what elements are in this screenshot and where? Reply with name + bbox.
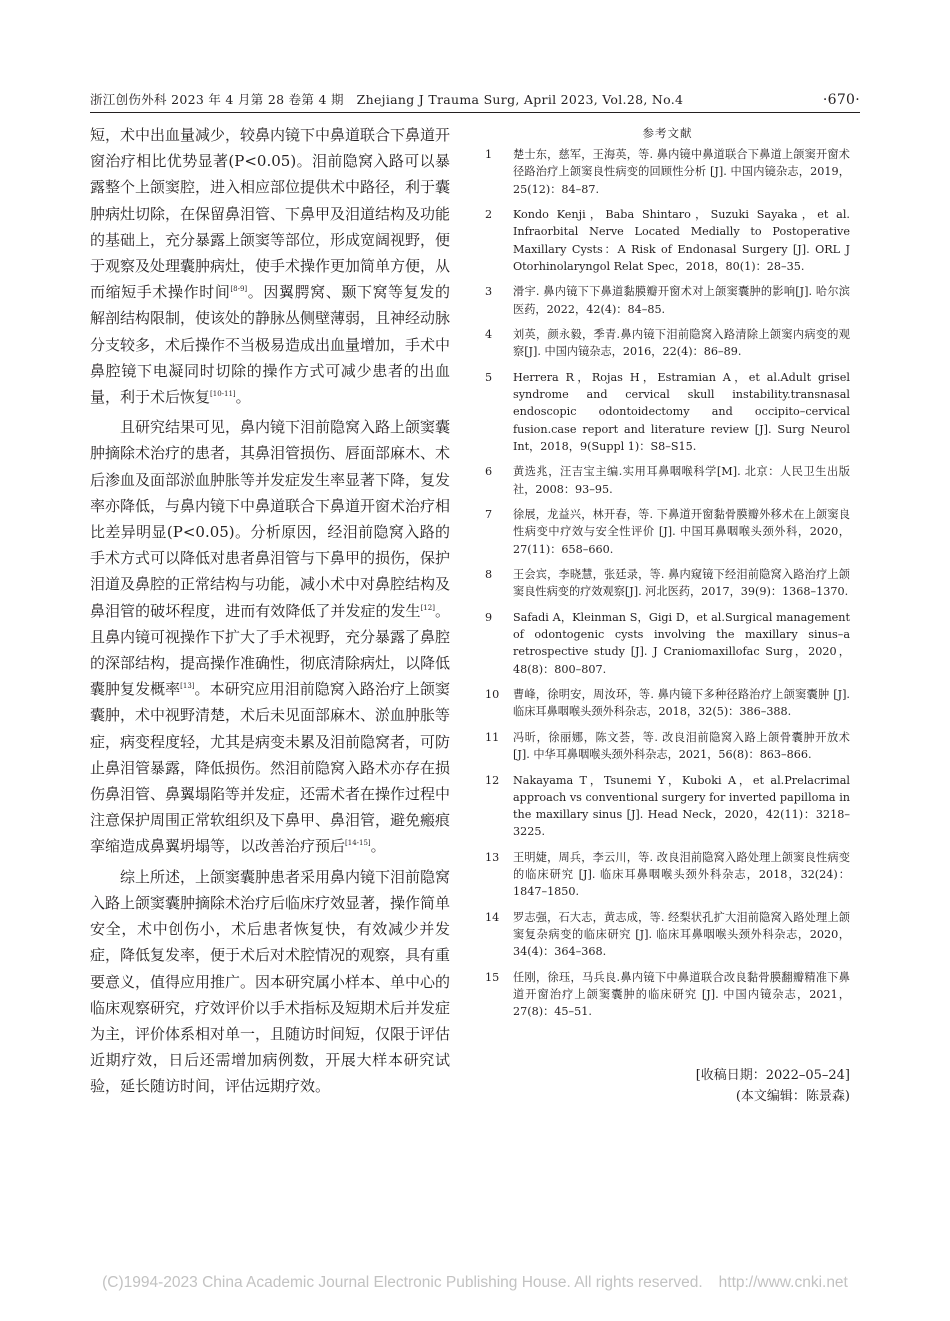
paragraph-2-text-c: 。本研究应用泪前隐窝入路治疗上颌窦囊肿，术中视野清楚，术后未见面部麻木、淤血肿胀等症，病变程度轻，尤其是病变未累及泪前隐窝者，可防止鼻泪管暴露，降低损伤。然泪前隐窝入路术亦存在损伤鼻泪管、鼻翼塌陷等并发症，还需术者在操作过程中注意保护周围正常软组织及下鼻甲、鼻泪管，避免瘢痕挛缩造成鼻翼坍塌等，以改善治疗预后 [90, 680, 451, 856]
reference-text: 曹峰，徐明安，周汝环，等. 鼻内镜下多种径路治疗上颌窦囊肿 [J]. 临床耳鼻咽喉头颈外科杂志，2018，32(5)：386–388. [513, 688, 850, 719]
reference-number: 8 [485, 568, 493, 582]
page-number: ·670· [822, 92, 860, 108]
paragraph-2-text-a: 且研究结果可见，鼻内镜下泪前隐窝入路上颌窦囊肿摘除术治疗的患者，其鼻泪管损伤、唇面部麻木、术后渗血及面部淤血肿胀等并发症发生率显著下降，复发率亦降低，与鼻内镜下中鼻道联合下鼻道开窗术治疗相比差异明显(P<0.05)。分析原因，经泪前隐窝入路的手术方式可以降低对患者鼻泪管与下鼻甲的损伤，保护泪道及鼻腔的正常结构与功能，减小术中对鼻腔结构及鼻泪管的破坏程度，进而有效降低了并发症的发生 [90, 418, 451, 620]
reference-number: 2 [485, 208, 493, 222]
received-date: [收稿日期：2022–05–24] [695, 1068, 850, 1083]
citation: [8-9] [230, 285, 248, 294]
left-column [90, 122, 450, 1100]
reference-number: 12 [485, 773, 500, 787]
copyright-footer [0, 1274, 950, 1292]
reference-number: 1 [485, 148, 493, 162]
reference-text: 罗志强，石大志，黄志成，等. 经梨状孔扩大泪前隐窝入路处理上颌窦复杂病变的临床研究 [J]. 临床耳鼻咽喉头颈外科杂志，2020，34(4)：364–368. [513, 911, 850, 959]
reference-item [485, 609, 850, 678]
reference-number: 7 [485, 508, 493, 522]
reference-number: 5 [485, 371, 493, 384]
cnki-url[interactable]: http://www.cnki.net [718, 1274, 848, 1291]
paragraph-1-text-c: 。 [235, 388, 251, 407]
paragraph-1-text-a: 短，术中出血量减少，较鼻内镜下中鼻道联合下鼻道开窗治疗相比优势显著(P<0.05)。泪前隐窝入路可以暴露整个上颌窦腔，进入相应部位提供术中路径，利于囊肿病灶切除，在保留鼻泪管、下鼻甲及泪道结构及功能的基础上，充分暴露上颌窦等部位，形成宽阔视野，便于观察及处理囊肿病灶，使手术操作更加简单方便，从而缩短手术操作时间 [90, 126, 451, 302]
reference-number: 11 [485, 731, 500, 744]
header-rule [90, 112, 860, 113]
reference-text: 黄选兆，汪吉宝主编.实用耳鼻咽喉科学[M]. 北京：人民卫生出版社，2008：93–95. [513, 465, 850, 496]
reference-text: Herrera R，Rojas H，Estramian A，et al.Adult grisel syndrome and cervical skull instability.transnasal endoscopic odontoidectomy and occipito–cervical fusion.case report and literature review [J]. Surg Neurol Int，2018，9(Suppl 1)：S8–S15. [513, 371, 850, 453]
reference-item [485, 283, 850, 317]
reference-item [485, 326, 850, 360]
reference-item [485, 686, 850, 720]
journal-info: 浙江创伤外科 2023 年 4 月第 28 卷第 4 期 Zhejiang J Trauma Surg, April 2023, Vol.28, No.4 [90, 92, 684, 107]
paragraph-1-text-b: 。因翼腭窝、颞下窝等复发的解剖结构限制，使该处的静脉丛侧壁薄弱，且神经动脉分支较多，术后操作不当极易造成出血量增加，手术中鼻腔镜下电凝同时切除的操作方式可减少患者的出血量，利于术后恢复 [90, 283, 451, 407]
copyright-text: (C)1994-2023 China Academic Journal Electronic Publishing House. All rights reserved. [102, 1274, 703, 1291]
reference-text: 王会宾，李晓慧，张廷录，等. 鼻内窥镜下经泪前隐窝入路治疗上颌窦良性病变的疗效观察[J]. 河北医药，2017，39(9)：1368–1370. [513, 568, 850, 599]
reference-item [485, 909, 850, 961]
reference-number: 10 [485, 688, 500, 702]
reference-item [485, 729, 850, 763]
reference-item [485, 969, 850, 1021]
editor-note: (本文编辑：陈景森) [735, 1089, 850, 1104]
reference-number: 14 [485, 911, 500, 924]
reference-text: 王明婕，周兵，李云川，等. 改良泪前隐窝入路处理上颌窦良性病变的临床研究 [J]. 临床耳鼻咽喉头颈外科杂志，2018，32(24)：1847–1850. [513, 851, 850, 899]
reference-item [485, 463, 850, 497]
reference-number: 3 [485, 285, 493, 299]
citation: [10-11] [210, 390, 236, 399]
paragraph-2-text-d: 。 [370, 837, 386, 856]
reference-text: Kondo Kenji，Baba Shintaro，Suzuki Sayaka，et al. Infraorbital Nerve Located Medially to Postoperative Maxillary Cysts：A Risk of Endonasal Surgery [J]. ORL J Otorhinolaryngol Relat Spec，2018，80(1)：28–35. [513, 208, 850, 273]
reference-number: 13 [485, 851, 500, 864]
citation: [12] [420, 603, 435, 612]
paragraph-1 [90, 122, 450, 410]
reference-text: 徐展，龙益兴，林开春，等. 下鼻道开窗黏骨膜瓣外移术在上颌窦良性病变中疗效与安全性评价 [J]. 中国耳鼻咽喉头颈外科，2020，27(11)：658–660. [513, 508, 850, 556]
paragraph-2 [90, 414, 450, 859]
reference-item [485, 206, 850, 275]
references-column [485, 125, 850, 1029]
running-header [90, 90, 860, 110]
paragraph-3: 综上所述，上颌窦囊肿患者采用鼻内镜下泪前隐窝入路上颌窦囊肿摘除术治疗后临床疗效显著，操作简单安全，术中创伤小，术后患者恢复快，有效减少并发症，降低复发率，便于术后对术腔情况的观察，具有重要意义，值得应用推广。因本研究属小样本、单中心的临床观察研究，疗效评价以手术指标及短期术后并发症为主，评价体系相对单一，且随访时间短，仅限于评估近期疗效，日后还需增加病例数，开展大样本研究试验，延长随访时间，评估远期疗效。 [90, 867, 451, 1096]
reference-item [485, 369, 850, 455]
references-title: 参考文献 [642, 126, 693, 140]
reference-item [485, 849, 850, 901]
reference-text: 刘英，颜永毅，季青.鼻内镜下泪前隐窝入路清除上颌窦内病变的观察[J]. 中国内镜杂志，2016，22(4)：86–89. [513, 328, 850, 359]
reference-list [485, 146, 850, 1020]
reference-number: 9 [485, 611, 493, 624]
reference-text: 楚士东，慈军，王海英，等. 鼻内镜中鼻道联合下鼻道上颌窦开窗术径路治疗上颌窦良性病变的回顾性分析 [J]. 中国内镜杂志，2019，25(12)：84–87. [513, 148, 850, 196]
reference-number: 6 [485, 465, 493, 479]
reference-text: Safadi A，Kleinman S，Gigi D，et al.Surgical management of odontogenic cysts involving the maxillary sinus–a retrospective study [J]. J Craniomaxillofac Surg，2020，48(8)：800–807. [513, 611, 850, 676]
reference-item [485, 566, 850, 600]
reference-text: 滑宇. 鼻内镜下下鼻道黏膜瓣开窗术对上颌窦囊肿的影响[J]. 哈尔滨医药，2022，42(4)：84–85. [513, 285, 850, 316]
citation: [13] [180, 682, 195, 691]
citation: [14-15] [345, 839, 371, 848]
paragraph-2-text-b: 。且鼻内镜可视操作下扩大了手术视野，充分暴露了鼻腔的深部结构，提高操作准确性，彻底清除病灶，以降低囊肿复发概率 [90, 601, 451, 699]
reference-item [485, 772, 850, 841]
reference-item [485, 146, 850, 198]
reference-text: 任刚，徐珏，马兵良.鼻内镜下中鼻道联合改良黏骨膜翻瓣精准下鼻道开窗治疗上颌窦囊肿的临床研究 [J]. 中国内镜杂志，2021，27(8)：45–51. [513, 971, 850, 1019]
reference-text: Nakayama T，Tsunemi Y，Kuboki A，et al.Prelacrimal approach vs conventional surgery for inverted papilloma in the maxillary sinus [J]. Head Neck，2020，42(11)：3218–3225. [513, 773, 850, 839]
reference-text: 冯昕，徐丽娜，陈文荟，等. 改良泪前隐窝入路上颌骨囊肿开放术[J]. 中华耳鼻咽喉头颈外科杂志，2021，56(8)：863–866. [513, 731, 850, 762]
reference-item [485, 506, 850, 558]
reference-number: 4 [485, 328, 493, 342]
reference-number: 15 [485, 971, 500, 984]
